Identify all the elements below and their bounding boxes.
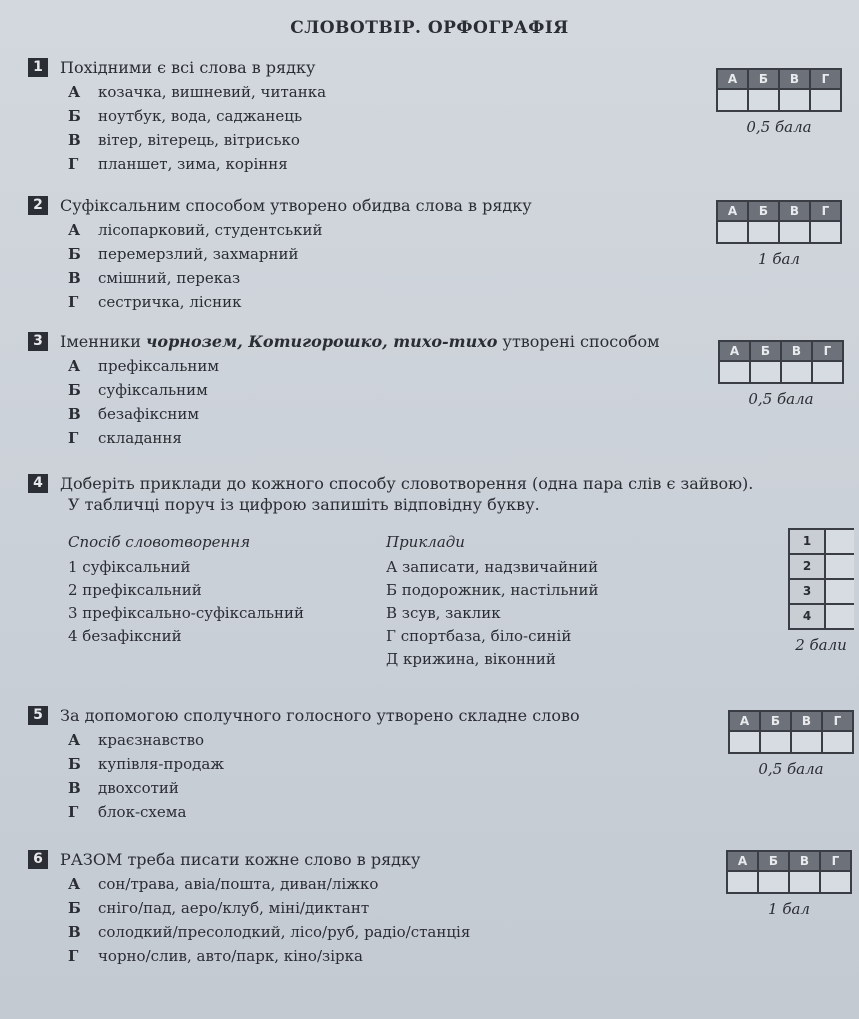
points-label: 0,5 бала <box>748 390 814 408</box>
option: Б перемерзлий, захмарний <box>68 245 299 263</box>
option: А сон/трава, авіа/пошта, диван/ліжко <box>68 875 379 893</box>
task-number: 1 <box>28 58 48 77</box>
examples-column <box>386 528 686 671</box>
example-item: В зсув, заклик <box>386 604 501 622</box>
option: Г чорно/слив, авто/парк, кіно/зірка <box>68 947 363 965</box>
task-question: Похідними є всі слова в рядку <box>60 57 316 77</box>
answer-cell[interactable] <box>730 732 759 752</box>
option: В смішний, переказ <box>68 269 241 287</box>
answer-cell[interactable] <box>826 605 854 628</box>
answer-cell[interactable] <box>761 732 790 752</box>
column-header: Спосіб словотворення <box>68 533 251 551</box>
answer-grid-3: А Б В Г 0,5 бала <box>718 340 844 408</box>
option: Б ноутбук, вода, саджанець <box>68 107 303 125</box>
answer-cell[interactable] <box>826 555 854 578</box>
task-question: За допомогою сполучного голосного утворено складне слово <box>60 705 580 725</box>
option: Г складання <box>68 429 182 447</box>
answer-cell[interactable] <box>780 90 809 110</box>
task-question-line2: У табличці поруч із цифрою запишіть відповідну букву. <box>68 495 540 514</box>
option: А префіксальним <box>68 357 220 375</box>
answer-cell[interactable] <box>826 580 854 603</box>
answer-grid-6: А Б В Г 1 бал <box>726 850 852 918</box>
answer-cell[interactable] <box>792 732 821 752</box>
answer-cell[interactable] <box>749 90 778 110</box>
task-question: Іменники чорнозем, Котигорошко, тихо-тихо утворені способом <box>60 331 660 351</box>
task-4 <box>28 472 858 672</box>
task-number: 2 <box>28 196 48 215</box>
answer-cell[interactable] <box>718 90 747 110</box>
answer-cell[interactable] <box>811 90 840 110</box>
option: А козачка, вишневий, читанка <box>68 83 327 101</box>
answer-cell[interactable] <box>826 530 854 553</box>
option: Б сніго/пад, аеро/клуб, міні/диктант <box>68 899 370 917</box>
answer-cell[interactable] <box>813 362 842 382</box>
answer-grid-5: А Б В Г 0,5 бала <box>728 710 854 778</box>
example-item: Г спортбаза, біло-синій <box>386 627 572 645</box>
points-label: 1 бал <box>758 250 800 268</box>
answer-grid-2: А Б В Г 1 бал <box>716 200 842 268</box>
method-item: 4 безафіксний <box>68 627 182 645</box>
matching-answer-grid: 1 2 3 4 2 бали <box>788 528 854 654</box>
answer-cell[interactable] <box>718 222 747 242</box>
task-number: 4 <box>28 474 48 493</box>
option: В солодкий/пресолодкий, лісо/руб, радіо/станція <box>68 923 471 941</box>
task-question: РАЗОМ треба писати кожне слово в рядку <box>60 849 421 869</box>
example-item: А записати, надзвичайний <box>386 558 599 576</box>
option: В двохсотий <box>68 779 179 797</box>
task-number: 3 <box>28 332 48 351</box>
option: А краєзнавство <box>68 731 205 749</box>
option: Г блок-схема <box>68 803 187 821</box>
task-number: 5 <box>28 706 48 725</box>
answer-cell[interactable] <box>728 872 757 892</box>
points-label: 1 бал <box>768 900 810 918</box>
method-item: 2 префіксальний <box>68 581 202 599</box>
answer-grid-1: А Б В Г 0,5 бала <box>716 68 842 136</box>
points-label: 0,5 бала <box>758 760 824 778</box>
task-question: Доберіть приклади до кожного способу словотворення (одна пара слів є зайвою). <box>60 473 754 493</box>
answer-cell[interactable] <box>720 362 749 382</box>
methods-column <box>68 528 388 648</box>
method-item: 3 префіксально-суфіксальний <box>68 604 305 622</box>
answer-cell[interactable] <box>823 732 852 752</box>
example-item: Д крижина, віконний <box>386 650 556 668</box>
answer-cell[interactable] <box>749 222 778 242</box>
points-label: 2 бали <box>795 636 847 654</box>
option: А лісопарковий, студентський <box>68 221 323 239</box>
answer-cell[interactable] <box>759 872 788 892</box>
option: Б суфіксальним <box>68 381 208 399</box>
points-label: 0,5 бала <box>746 118 812 136</box>
answer-cell[interactable] <box>821 872 850 892</box>
option: В вітер, вітерець, вітрисько <box>68 131 300 149</box>
task-question: Суфіксальним способом утворено обидва слова в рядку <box>60 195 532 215</box>
column-header: Приклади <box>386 533 465 551</box>
answer-cell[interactable] <box>811 222 840 242</box>
answer-cell[interactable] <box>782 362 811 382</box>
answer-cell[interactable] <box>780 222 809 242</box>
option: В безафіксним <box>68 405 200 423</box>
option: Б купівля-продаж <box>68 755 225 773</box>
example-item: Б подорожник, настільний <box>386 581 599 599</box>
option: Г сестричка, лісник <box>68 293 242 311</box>
method-item: 1 суфіксальний <box>68 558 191 576</box>
answer-cell[interactable] <box>790 872 819 892</box>
task-number: 6 <box>28 850 48 869</box>
option: Г планшет, зима, коріння <box>68 155 288 173</box>
answer-cell[interactable] <box>751 362 780 382</box>
page-title: СЛОВОТВІР. ОРФОГРАФІЯ <box>290 18 569 38</box>
